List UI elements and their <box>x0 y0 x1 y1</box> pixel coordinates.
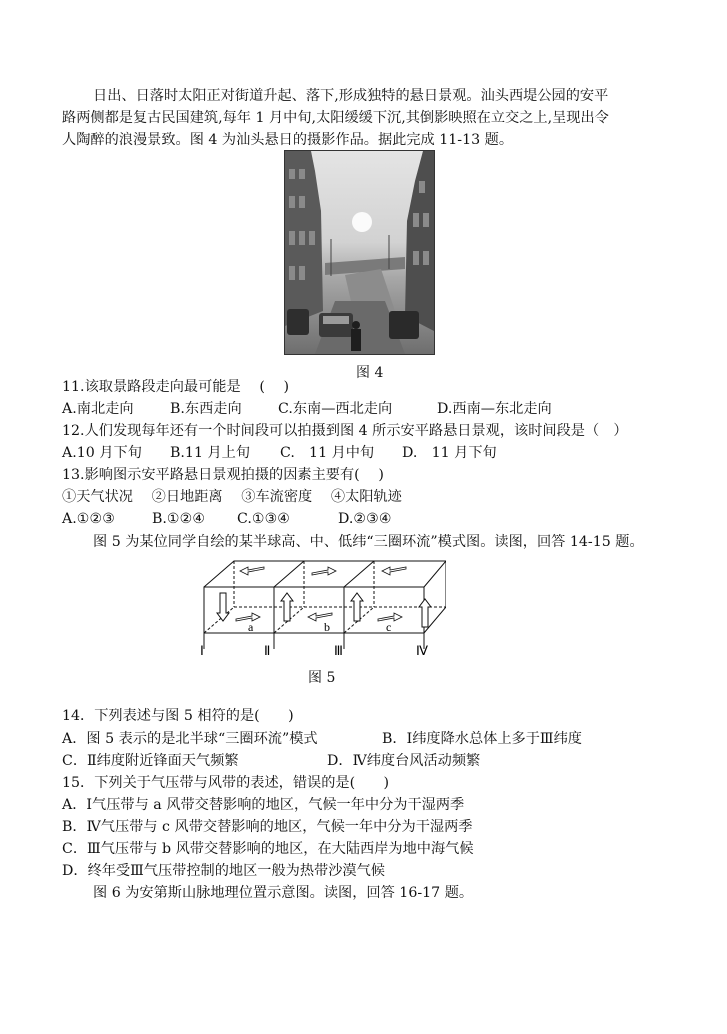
passage3: 图 6 为安第斯山脉地理位置示意图。读图，回答 16-17 题。 <box>93 885 474 901</box>
q12-options <box>62 443 682 463</box>
q11-option-b[interactable]: B.东西走向 <box>170 401 242 417</box>
sunset-street-illustration <box>285 151 434 354</box>
q13-option-a[interactable]: A.①②③ <box>62 511 115 527</box>
q15-option-c[interactable]: C．Ⅲ气压带与 b 风带交替影响的地区，在大陆西岸为地中海气候 <box>62 841 474 857</box>
latitude-label-1: Ⅰ <box>200 643 204 657</box>
figure5-diagram <box>196 557 446 657</box>
latitude-label-2: Ⅱ <box>264 643 271 657</box>
q14-stem: 14．下列表述与图 5 相符的是( ) <box>62 708 294 724</box>
q14-option-a[interactable]: A．图 5 表示的是北半球“三圈环流”模式 <box>62 731 318 747</box>
figure5-caption: 图 5 <box>308 670 336 686</box>
q11-options <box>62 399 682 419</box>
q13-option-b[interactable]: B.①②④ <box>152 511 206 527</box>
q14-option-c[interactable]: C．Ⅱ纬度附近锋面天气频繁 <box>62 753 239 769</box>
q13-options <box>62 509 682 529</box>
q12-stem: 12.人们发现每年还有一个时间段可以拍摄到图 4 所示安平路悬日景观，该时间段是（ ） <box>62 423 628 439</box>
q11-option-a[interactable]: A.南北走向 <box>62 401 134 417</box>
wind-label-a: a <box>248 620 254 634</box>
q13-option-c[interactable]: C.①③④ <box>237 511 291 527</box>
passage1-line1: 日出、日落时太阳正对街道升起、落下,形成独特的悬日景观。汕头西堤公园的安平 <box>93 88 609 104</box>
q14-option-b[interactable]: B．Ⅰ纬度降水总体上多于Ⅲ纬度 <box>382 731 582 747</box>
wind-label-c: c <box>386 620 392 634</box>
q12-option-c[interactable]: C. 11 月中旬 <box>280 445 375 461</box>
wind-label-b: b <box>324 620 330 634</box>
q11-stem: 11.该取景路段走向最可能是 ( ) <box>62 379 290 395</box>
q14-option-d[interactable]: D．Ⅳ纬度台风活动频繁 <box>327 753 481 769</box>
q15-option-a[interactable]: A．Ⅰ气压带与 a 风带交替影响的地区，气候一年中分为干湿两季 <box>62 797 465 813</box>
three-cell-circulation-svg <box>196 557 446 657</box>
q14-options-row2 <box>62 751 682 771</box>
q12-option-b[interactable]: B.11 月上旬 <box>170 445 251 461</box>
q13-factors: ①天气状况 ②日地距离 ③车流密度 ④太阳轨迹 <box>62 489 402 505</box>
q15-stem: 15．下列关于气压带与风带的表述，错误的是( ) <box>62 775 390 791</box>
passage2: 图 5 为某位同学自绘的某半球高、中、低纬“三圈环流”模式图。读图，回答 14-15 题。 <box>93 534 644 550</box>
q11-option-c[interactable]: C.东南—西北走向 <box>278 401 393 417</box>
q14-options-row1 <box>62 729 682 749</box>
q12-option-a[interactable]: A.10 月下旬 <box>62 445 142 461</box>
q11-option-d[interactable]: D.西南—东北走向 <box>437 401 552 417</box>
latitude-label-3: Ⅲ <box>334 643 343 657</box>
q15-option-b[interactable]: B．Ⅳ气压带与 c 风带交替影响的地区，气候一年中分为干湿两季 <box>62 819 473 835</box>
q15-option-d[interactable]: D．终年受Ⅲ气压带控制的地区一般为热带沙漠气候 <box>62 863 385 879</box>
passage1-line3: 人陶醉的浪漫景致。图 4 为汕头悬日的摄影作品。据此完成 11-13 题。 <box>62 132 514 148</box>
figure4-photo <box>284 150 435 355</box>
passage1-line2: 路两侧都是复古民国建筑,每年 1 月中旬,太阳缓缓下沉,其倒影映照在立交之上,呈现出令 <box>62 110 609 126</box>
q13-option-d[interactable]: D.②③④ <box>338 511 392 527</box>
latitude-label-4: Ⅳ <box>416 643 428 657</box>
q13-stem: 13.影响图示安平路悬日景观拍摄的因素主要有( ) <box>62 467 384 483</box>
figure4-caption: 图 4 <box>356 365 384 381</box>
q12-option-d[interactable]: D. 11 月下旬 <box>402 445 497 461</box>
